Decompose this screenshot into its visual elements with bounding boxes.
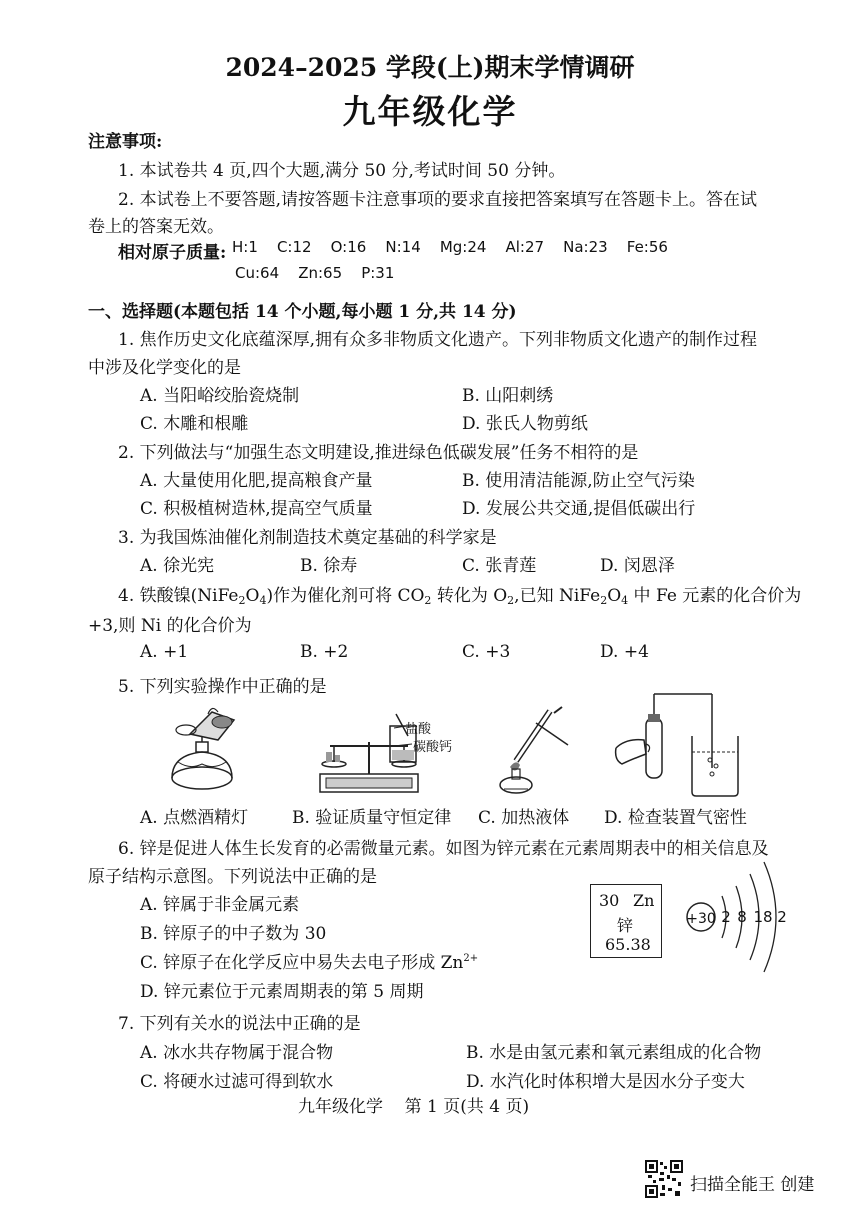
label-hydrochloric-acid: 盐酸 [405, 722, 432, 737]
atomic-mass-line-2: Cu:64 Zn:65 P:31 [235, 264, 395, 282]
notice-item-2-line-2: 卷上的答案无效。 [88, 217, 224, 237]
page-footer: 九年级化学 第 1 页(共 4 页) [298, 1097, 530, 1117]
q3-option-a: A. 徐光宪 [140, 556, 215, 576]
shell-2-electrons: 8 [737, 908, 747, 926]
q5-option-a: A. 点燃酒精灯 [140, 808, 249, 828]
q6-stem-line-1: 6. 锌是促进人体生长发育的必需微量元素。如图为锌元素在元素周期表中的相关信息及 [118, 839, 769, 859]
notice-heading: 注意事项: [88, 132, 163, 152]
qr-code-icon [645, 1160, 683, 1198]
exam-title: 2024–2025 学段(上)期末学情调研 [225, 53, 635, 82]
q7-option-d: D. 水汽化时体积增大是因水分子变大 [466, 1072, 745, 1092]
q2-option-b: B. 使用清洁能源,防止空气污染 [462, 471, 695, 491]
q5-option-c: C. 加热液体 [478, 808, 570, 828]
element-symbol: Zn [633, 891, 655, 910]
element-name: 锌 [617, 916, 634, 935]
q5-stem: 5. 下列实验操作中正确的是 [118, 677, 327, 697]
q1-stem-line-1: 1. 焦作历史文化底蕴深厚,拥有众多非物质文化遗产。下列非物质文化遗产的制作过程 [118, 330, 758, 350]
q5-option-d: D. 检查装置气密性 [604, 808, 747, 828]
shell-1-electrons: 2 [721, 908, 731, 926]
airtightness-check-illustration [612, 688, 742, 800]
q4-option-d: D. +4 [600, 642, 649, 662]
q7-stem: 7. 下列有关水的说法中正确的是 [118, 1014, 361, 1034]
q6-option-a: A. 锌属于非金属元素 [140, 895, 300, 915]
q2-option-d: D. 发展公共交通,提倡低碳出行 [462, 499, 696, 519]
q2-stem: 2. 下列做法与“加强生态文明建设,推进绿色低碳发展”任务不相符的是 [118, 443, 639, 463]
q6-option-b: B. 锌原子的中子数为 30 [140, 924, 327, 944]
zinc-atomic-structure-diagram [684, 858, 800, 980]
q7-option-b: B. 水是由氢元素和氧元素组成的化合物 [466, 1043, 762, 1063]
label-calcium-carbonate: 碳酸钙 [413, 740, 453, 755]
q3-option-c: C. 张青莲 [462, 556, 537, 576]
q3-option-d: D. 闵恩泽 [600, 556, 675, 576]
q4-option-c: C. +3 [462, 642, 511, 662]
atomic-mass-label: 相对原子质量: [118, 243, 227, 263]
shell-3-electrons: 18 [753, 908, 773, 926]
alcohol-lamp-lighting-illustration [150, 700, 260, 795]
q4-stem-line-1: 4. 铁酸镍$(NiFe_2O_4)$作为催化剂可将 $CO_2$ 转化为 $O_2$,已知 $NiFe_2O_4$ 中 Fe 元素的化合价为 [118, 586, 802, 607]
q3-option-b: B. 徐寿 [300, 556, 358, 576]
q1-option-a: A. 当阳峪绞胎瓷烧制 [140, 386, 300, 406]
q1-option-d: D. 张氏人物剪纸 [462, 414, 588, 434]
q4-option-a: A. +1 [140, 642, 189, 662]
scanner-watermark: 扫描全能王 创建 [690, 1175, 815, 1195]
q6-option-c: C. 锌原子在化学反应中易失去电子形成 $Zn^{2+}$ [140, 953, 479, 973]
q3-stem: 3. 为我国炼油催化剂制造技术奠定基础的科学家是 [118, 528, 497, 548]
q1-stem-line-2: 中涉及化学变化的是 [88, 358, 241, 378]
q4-option-b: B. +2 [300, 642, 349, 662]
atomic-number: 30 [599, 891, 620, 910]
q1-option-c: C. 木雕和根雕 [140, 414, 249, 434]
subject-title: 九年级化学 [342, 92, 518, 131]
nucleus-charge: +30 [686, 911, 716, 927]
shell-4-electrons: 2 [777, 908, 787, 926]
section-1-heading: 一、选择题(本题包括 14 个小题,每小题 1 分,共 14 分) [88, 302, 517, 322]
relative-atomic-mass: 65.38 [605, 935, 651, 954]
periodic-table-cell-zinc [590, 884, 662, 958]
heating-liquid-illustration [490, 705, 570, 797]
q1-option-b: B. 山阳刺绣 [462, 386, 554, 406]
q7-option-a: A. 冰水共存物属于混合物 [140, 1043, 334, 1063]
q2-option-c: C. 积极植树造林,提高空气质量 [140, 499, 373, 519]
q2-option-a: A. 大量使用化肥,提高粮食产量 [140, 471, 373, 491]
notice-item-2-line-1: 2. 本试卷上不要答题,请按答题卡注意事项的要求直接把答案填写在答题卡上。答在试 [118, 190, 758, 210]
q7-option-c: C. 将硬水过滤可得到软水 [140, 1072, 334, 1092]
q6-option-d: D. 锌元素位于元素周期表的第 5 周期 [140, 982, 424, 1002]
q4-stem-line-2: +3,则 Ni 的化合价为 [88, 616, 252, 636]
q5-option-b: B. 验证质量守恒定律 [292, 808, 452, 828]
notice-item-1: 1. 本试卷共 4 页,四个大题,满分 50 分,考试时间 50 分钟。 [118, 161, 566, 181]
q6-stem-line-2: 原子结构示意图。下列说法中正确的是 [88, 867, 377, 887]
atomic-mass-line-1: H:1 C:12 O:16 N:14 Mg:24 Al:27 Na:23 Fe:56 [232, 238, 668, 256]
label-pointer-lines [392, 726, 416, 750]
